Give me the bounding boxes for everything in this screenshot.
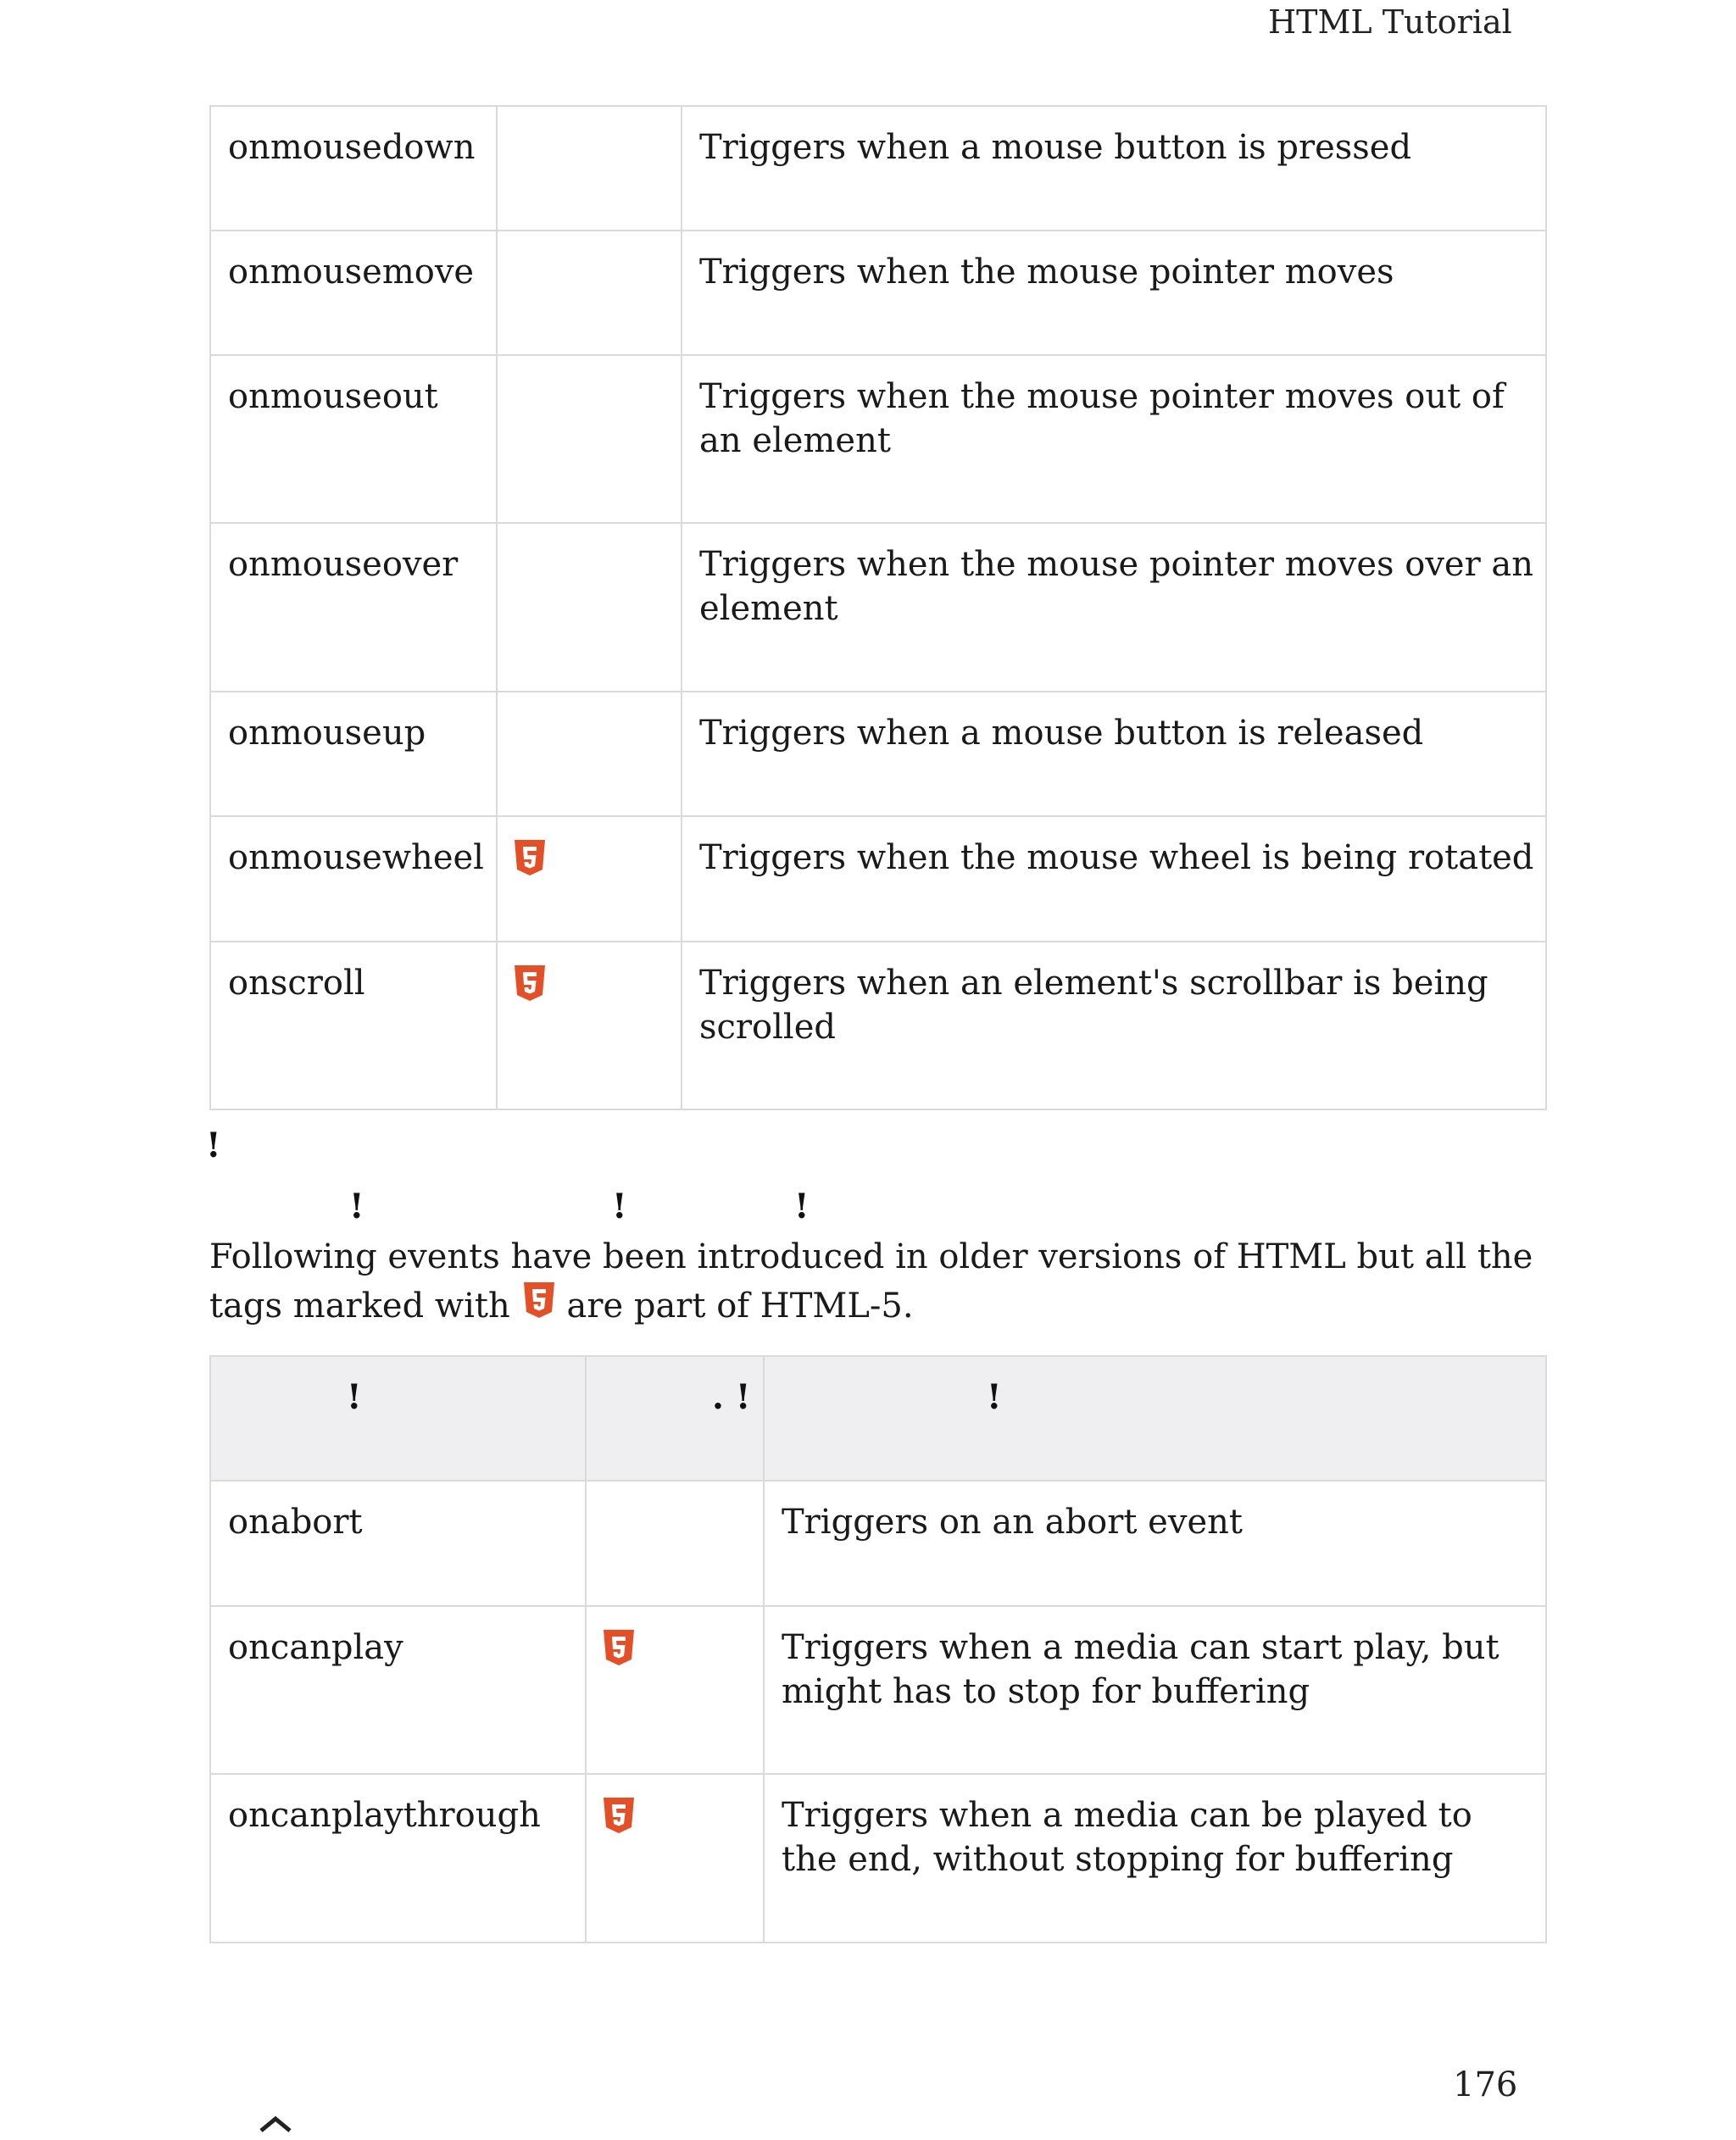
event-description: Triggers when an element's scrollbar is being scrolled bbox=[682, 942, 1546, 1109]
html5-cell bbox=[497, 816, 682, 942]
table-row bbox=[210, 1481, 1546, 1606]
event-description: Triggers when the mouse pointer moves over an element bbox=[682, 523, 1546, 692]
html5-cell bbox=[497, 942, 682, 1109]
html5-shield-icon bbox=[513, 964, 547, 1002]
html5-cell bbox=[586, 1481, 764, 1606]
event-description: Triggers when the mouse pointer moves bbox=[682, 231, 1546, 355]
event-description: Triggers when a mouse button is released bbox=[682, 692, 1546, 816]
html5-cell bbox=[586, 1606, 764, 1774]
event-description: Triggers when the mouse wheel is being rotated bbox=[682, 816, 1546, 942]
header-cell bbox=[586, 1356, 764, 1481]
table-row bbox=[210, 1774, 1546, 1943]
event-description: Triggers when a media can start play, but might has to stop for buffering bbox=[764, 1606, 1546, 1774]
html5-shield-icon bbox=[513, 839, 547, 876]
html5-cell bbox=[497, 231, 682, 355]
caret-up-icon bbox=[254, 2112, 297, 2137]
event-name: onmousemove bbox=[210, 231, 497, 355]
section-mark: ! bbox=[612, 1187, 627, 1226]
event-description: Triggers when the mouse pointer moves out of an element bbox=[682, 355, 1546, 523]
table-row bbox=[210, 692, 1546, 816]
event-name: onmousedown bbox=[210, 106, 497, 231]
page-header-title: HTML Tutorial bbox=[1268, 3, 1512, 41]
events-table-mouse bbox=[209, 105, 1547, 1110]
event-name: onmouseup bbox=[210, 692, 497, 816]
table-row bbox=[210, 355, 1546, 523]
table-row bbox=[210, 1606, 1546, 1774]
events-table-media bbox=[209, 1355, 1547, 1943]
header-cell bbox=[764, 1356, 1546, 1481]
html5-cell bbox=[497, 692, 682, 816]
table-row bbox=[210, 523, 1546, 692]
header-cell bbox=[210, 1356, 586, 1481]
event-name: onscroll bbox=[210, 942, 497, 1109]
section-mark: ! bbox=[206, 1126, 221, 1165]
header-mark: ! bbox=[347, 1377, 362, 1417]
html5-cell bbox=[497, 523, 682, 692]
table-row bbox=[210, 231, 1546, 355]
intro-text-end: are part of HTML-5. bbox=[566, 1287, 914, 1326]
page-number: 176 bbox=[1453, 2065, 1518, 2104]
intro-paragraph bbox=[209, 1233, 1566, 1331]
event-name: onmouseover bbox=[210, 523, 497, 692]
html5-shield-icon bbox=[522, 1281, 556, 1319]
table-row bbox=[210, 942, 1546, 1109]
event-name: onmouseout bbox=[210, 355, 497, 523]
event-name: oncanplaythrough bbox=[210, 1774, 586, 1943]
header-mark: ! bbox=[987, 1377, 1002, 1417]
event-description: Triggers when a mouse button is pressed bbox=[682, 106, 1546, 231]
html5-shield-icon bbox=[602, 1629, 636, 1666]
html5-cell bbox=[586, 1774, 764, 1943]
event-name: oncanplay bbox=[210, 1606, 586, 1774]
event-name: onabort bbox=[210, 1481, 586, 1606]
section-mark: ! bbox=[794, 1187, 810, 1226]
intro-text: Following events have been introduced in older versions of HTML but all the tags marked with bbox=[209, 1237, 1533, 1326]
section-mark: ! bbox=[349, 1187, 364, 1226]
event-description: Triggers on an abort event bbox=[764, 1481, 1546, 1606]
header-mark: . ! bbox=[712, 1377, 751, 1417]
event-description: Triggers when a media can be played to the end, without stopping for buffering bbox=[764, 1774, 1546, 1943]
table-header-row bbox=[210, 1356, 1546, 1481]
html5-cell bbox=[497, 355, 682, 523]
event-name: onmousewheel bbox=[210, 816, 497, 942]
html5-cell bbox=[497, 106, 682, 231]
html5-shield-icon bbox=[602, 1797, 636, 1834]
table-row bbox=[210, 816, 1546, 942]
table-row bbox=[210, 106, 1546, 231]
